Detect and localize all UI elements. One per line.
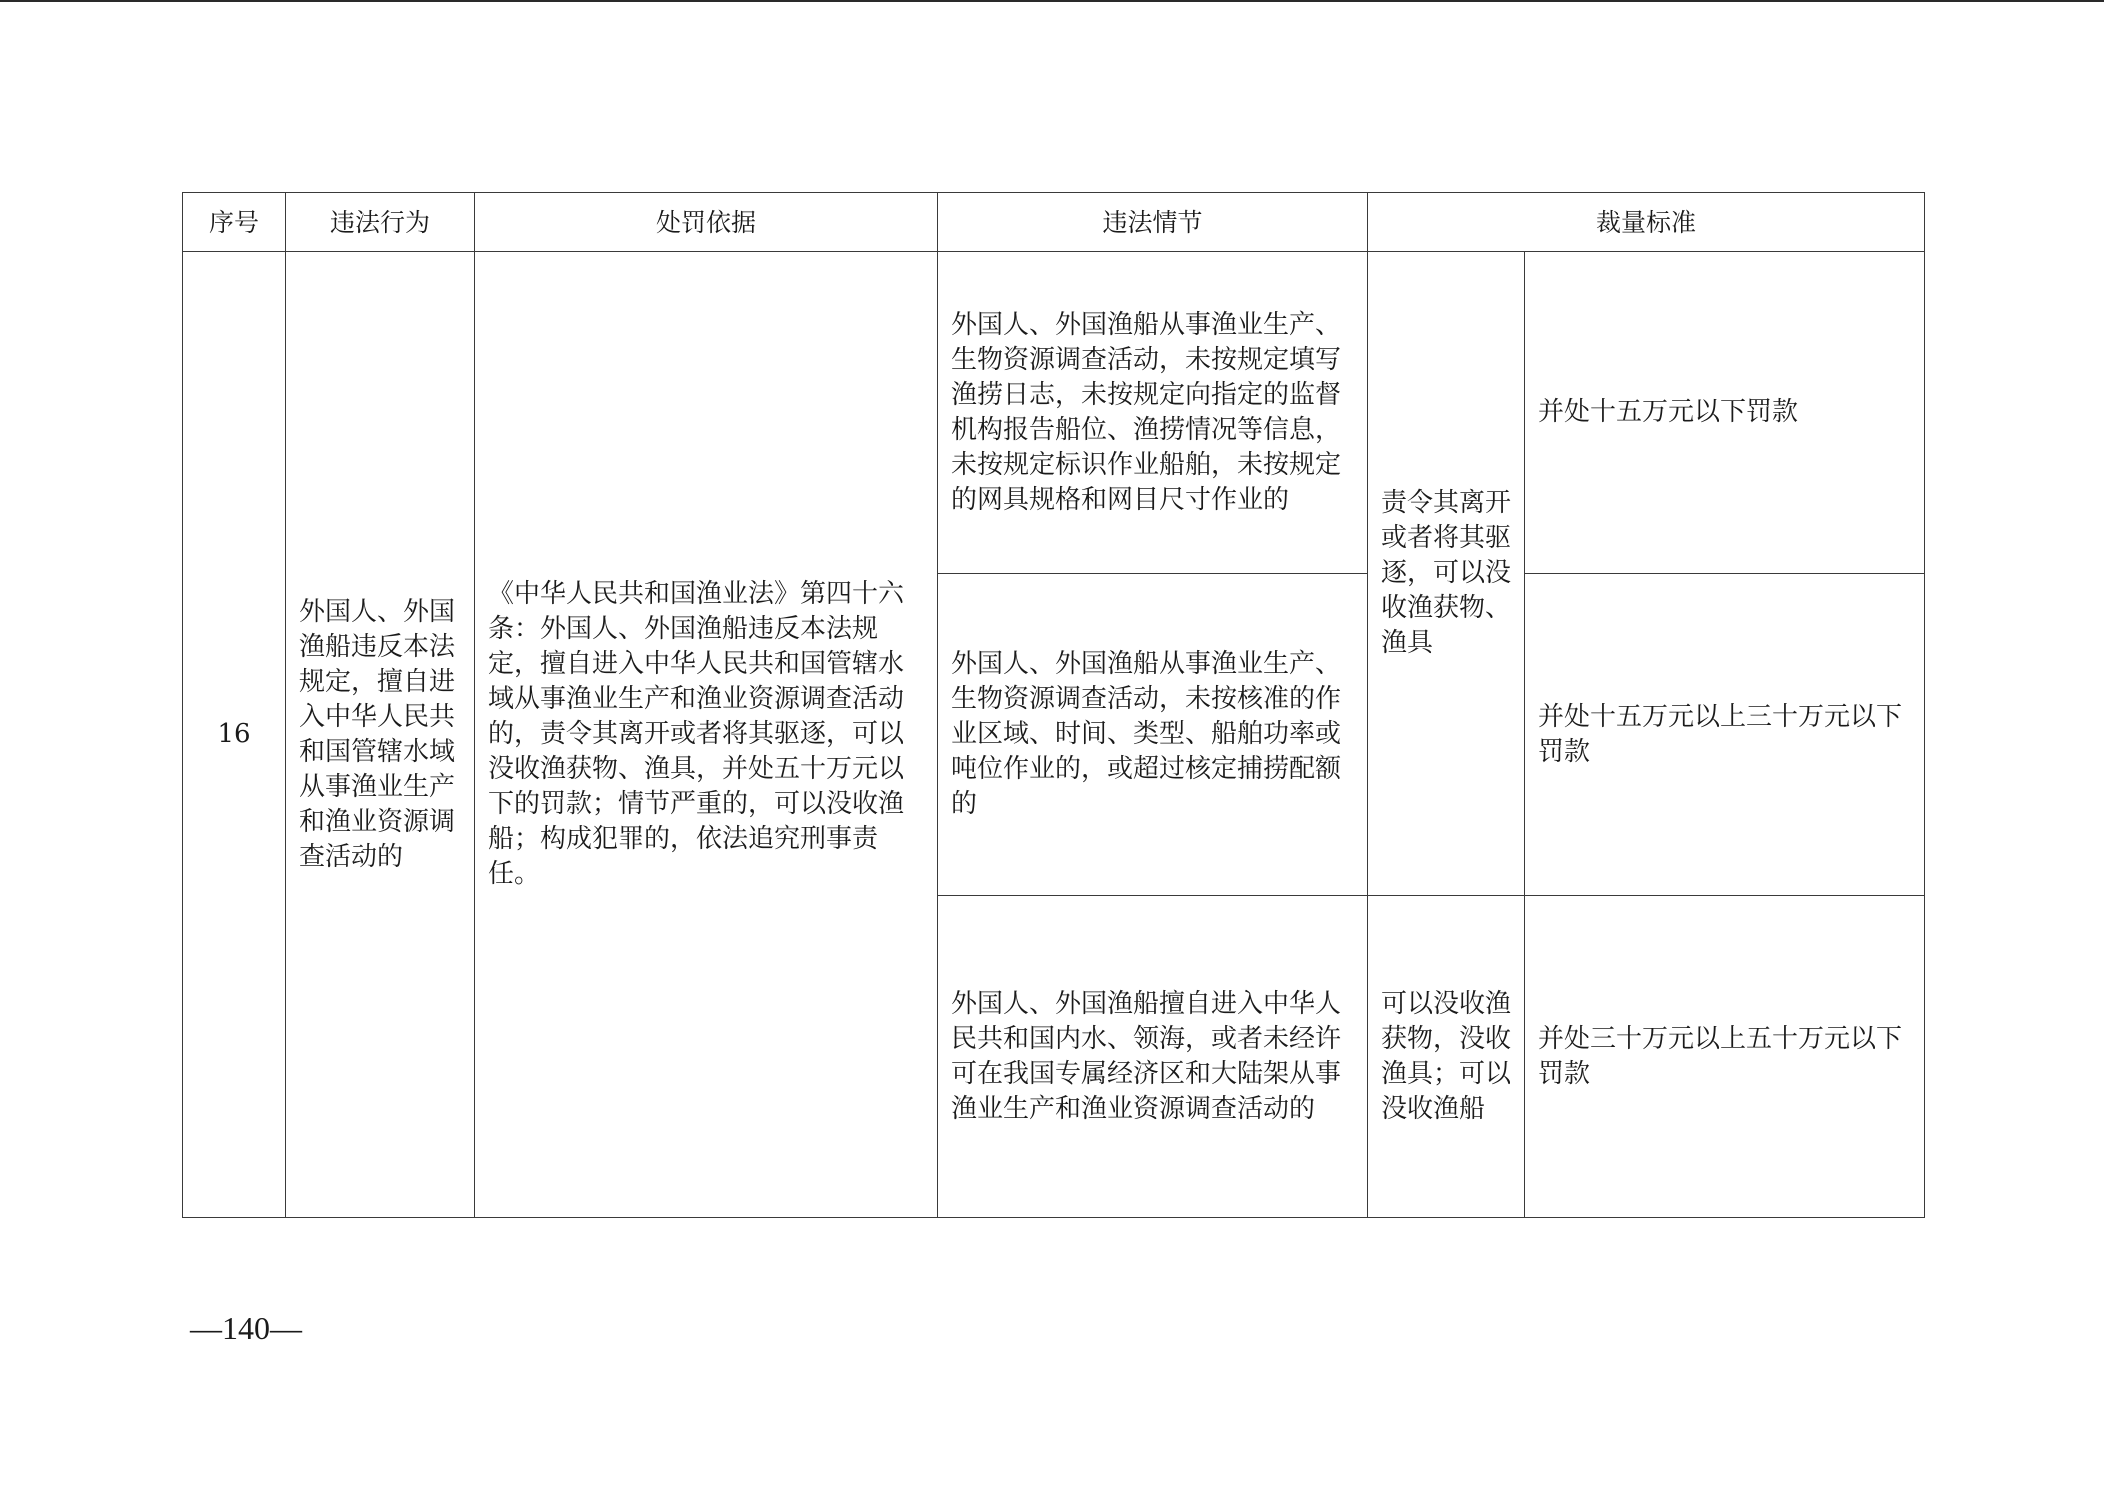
fine-2: 并处十五万元以上三十万元以下罚款 — [1525, 574, 1925, 896]
table-header-row — [183, 193, 1925, 252]
entry-index: 16 — [183, 252, 286, 1218]
header-standard: 裁量标准 — [1368, 193, 1925, 252]
penalty-discretion-table — [182, 192, 1925, 1218]
circumstance-2: 外国人、外国渔船从事渔业生产、生物资源调查活动，未按核准的作业区域、时间、类型、船舶功率或吨位作业的，或超过核定捕捞配额的 — [938, 574, 1368, 896]
header-index: 序号 — [183, 193, 286, 252]
table-row — [183, 252, 1925, 574]
measure-last: 可以没收渔获物，没收渔具；可以没收渔船 — [1368, 896, 1525, 1218]
header-act: 违法行为 — [286, 193, 475, 252]
measure-shared: 责令其离开或者将其驱逐，可以没收渔获物、渔具 — [1368, 252, 1525, 896]
header-circumstance: 违法情节 — [938, 193, 1368, 252]
page-number: —140— — [190, 1310, 302, 1346]
entry-basis: 《中华人民共和国渔业法》第四十六条：外国人、外国渔船违反本法规定，擅自进入中华人民共和国管辖水域从事渔业生产和渔业资源调查活动的，责令其离开或者将其驱逐，可以没收渔获物、渔具，并处五十万元以下的罚款；情节严重的，可以没收渔船；构成犯罪的，依法追究刑事责任。 — [475, 252, 938, 1218]
fine-3: 并处三十万元以上五十万元以下罚款 — [1525, 896, 1925, 1218]
entry-act: 外国人、外国渔船违反本法规定，擅自进入中华人民共和国管辖水域从事渔业生产和渔业资源调查活动的 — [286, 252, 475, 1218]
circumstance-1: 外国人、外国渔船从事渔业生产、生物资源调查活动，未按规定填写渔捞日志，未按规定向指定的监督机构报告船位、渔捞情况等信息，未按规定标识作业船舶，未按规定的网具规格和网目尺寸作业的 — [938, 252, 1368, 574]
page-top-edge — [0, 0, 2104, 2]
circumstance-3: 外国人、外国渔船擅自进入中华人民共和国内水、领海，或者未经许可在我国专属经济区和大陆架从事渔业生产和渔业资源调查活动的 — [938, 896, 1368, 1218]
header-basis: 处罚依据 — [475, 193, 938, 252]
fine-1: 并处十五万元以下罚款 — [1525, 252, 1925, 574]
